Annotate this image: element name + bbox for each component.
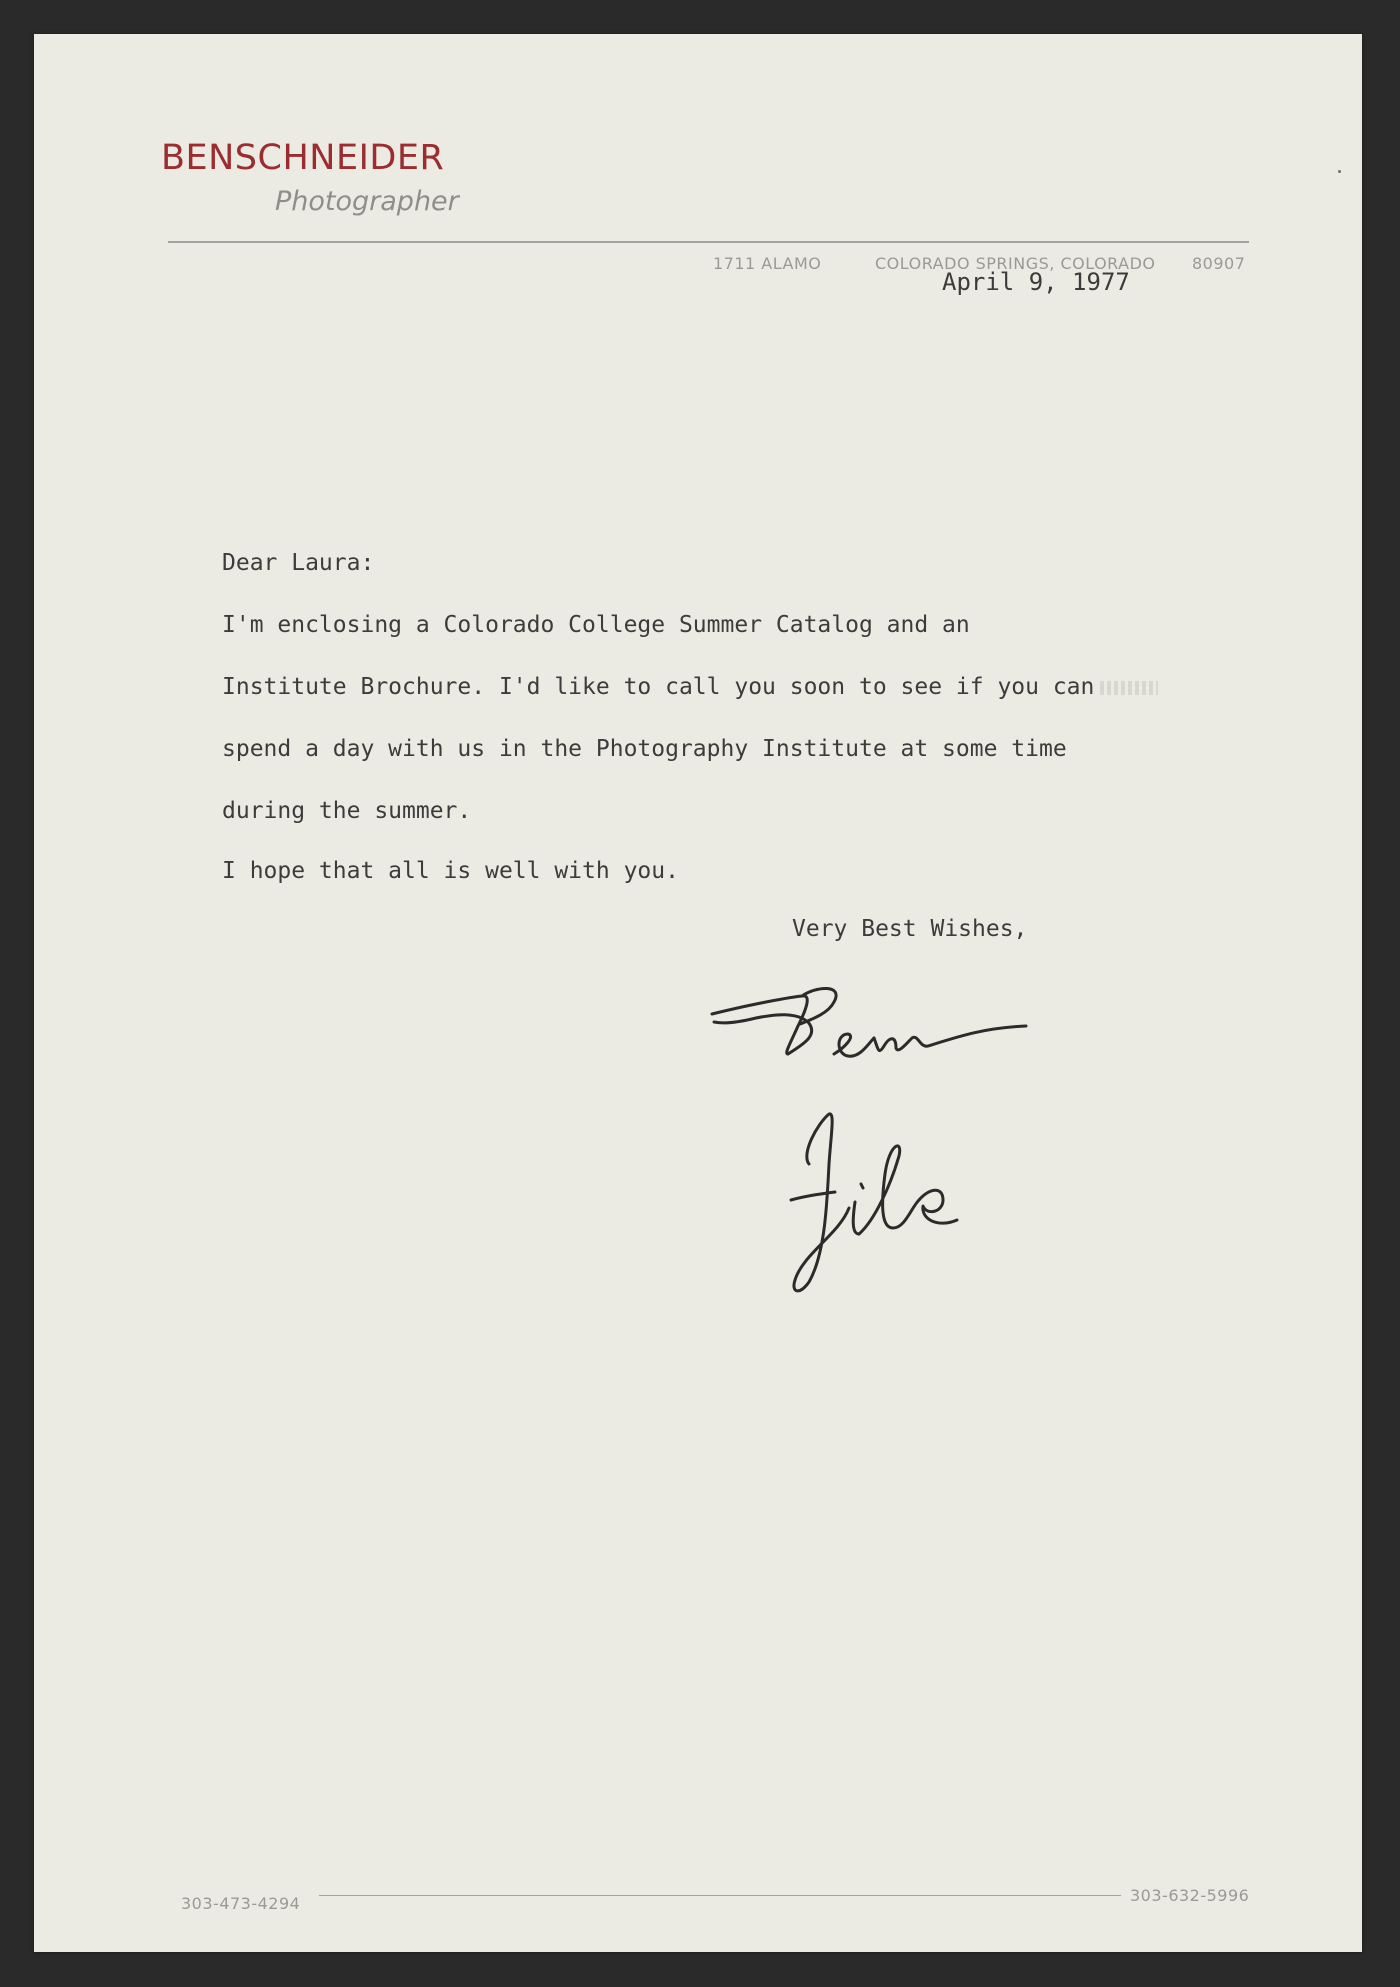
- letterhead-zip: 80907: [1192, 254, 1246, 273]
- letterhead-city: COLORADO SPRINGS, COLORADO: [875, 254, 1156, 273]
- margin-dot: [1338, 170, 1341, 173]
- footer-phone-right: 303-632-5996: [1130, 1886, 1250, 1905]
- closing: Very Best Wishes,: [792, 916, 1028, 942]
- letterhead-street: 1711 ALAMO: [713, 254, 822, 273]
- signature-ben: [684, 974, 1064, 1084]
- footer-phone-left: 303-473-4294: [181, 1894, 301, 1913]
- body-line-1: I'm enclosing a Colorado College Summer Catalog and an: [222, 612, 970, 638]
- letter-date: April 9, 1977: [942, 268, 1130, 296]
- letterhead-name: BENSCHNEIDER: [161, 138, 445, 178]
- letter-sheet: [34, 34, 1362, 1952]
- body-line-3: spend a day with us in the Photography Institute at some time: [222, 736, 1067, 762]
- letterhead-rule: [168, 241, 1249, 243]
- footer-rule: [319, 1895, 1121, 1896]
- erased-text-smudge: [1100, 681, 1158, 695]
- body-line-5: I hope that all is well with you.: [222, 858, 679, 884]
- letterhead-title: Photographer: [275, 186, 459, 217]
- body-line-4: during the summer.: [222, 798, 472, 824]
- salutation: Dear Laura:: [222, 550, 375, 576]
- annotation-file: [789, 1104, 1009, 1304]
- body-line-2: [222, 674, 1158, 700]
- body-line-2-text: Institute Brochure. I'd like to call you soon to see if you can: [222, 674, 1095, 700]
